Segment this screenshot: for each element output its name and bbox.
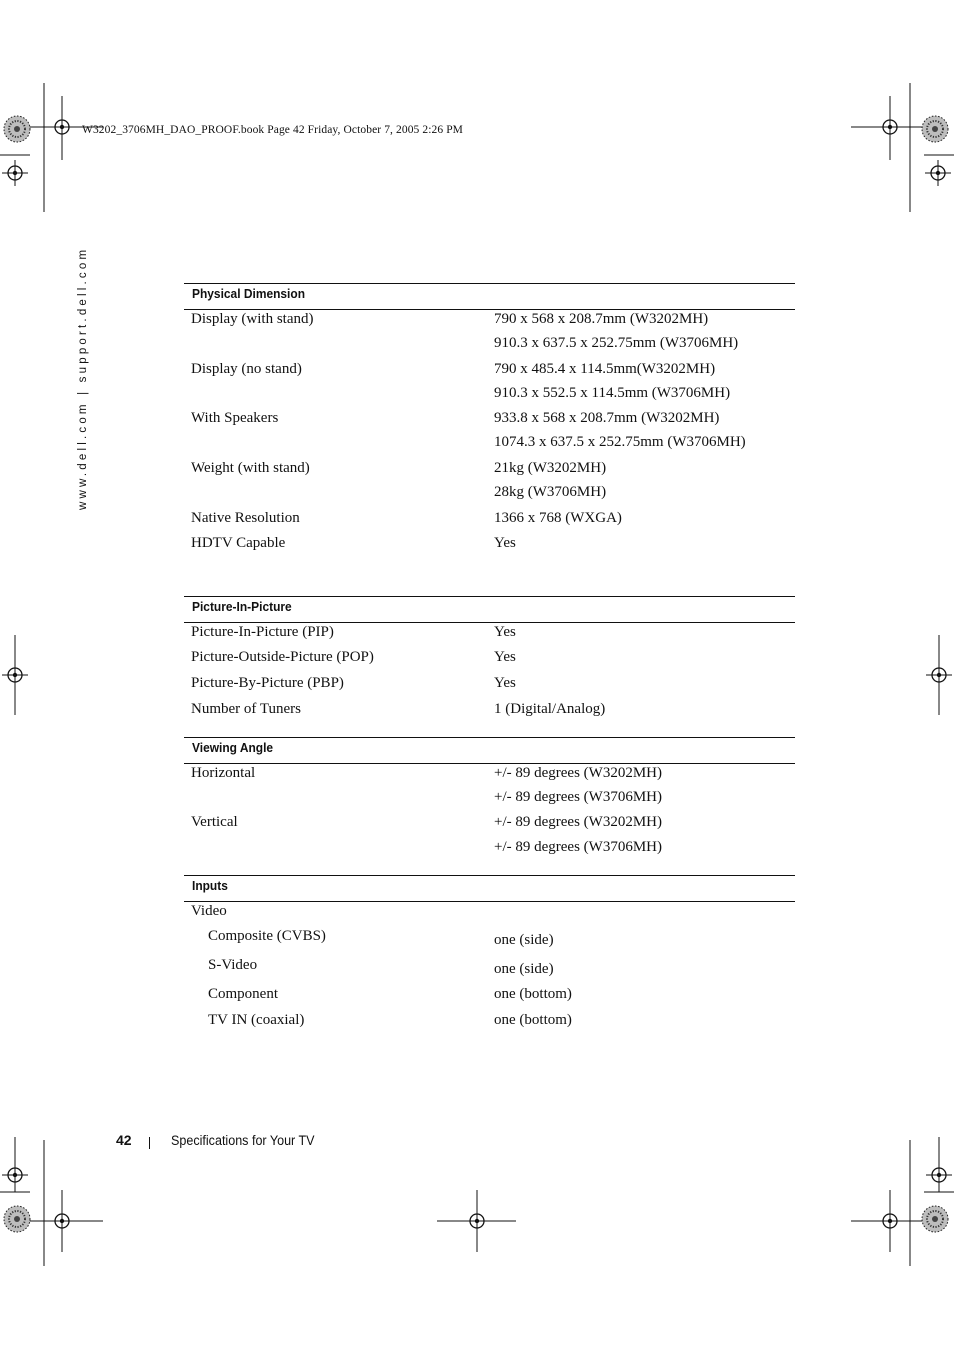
spec-label: Horizontal (191, 765, 256, 781)
spec-label: Display (with stand) (191, 311, 314, 327)
side-url: www.dell.com | support.dell.com (77, 246, 89, 510)
section-title-viewing: Viewing Angle (192, 740, 274, 755)
registration-star-icon (922, 116, 948, 142)
registration-crosshair-icon (49, 114, 75, 140)
spec-value: 1366 x 768 (WXGA) (494, 510, 622, 526)
registration-crosshair-icon (925, 160, 951, 186)
section-title-inputs: Inputs (192, 878, 228, 893)
spec-group-label: Video (191, 903, 227, 919)
registration-crosshair-icon (2, 160, 28, 186)
spec-value: 1074.3 x 637.5 x 252.75mm (W3706MH) (494, 434, 746, 450)
spec-value: 21kg (W3202MH) (494, 460, 607, 476)
spec-label: TV IN (coaxial) (208, 1012, 305, 1028)
registration-crosshair-icon (877, 1208, 903, 1234)
spec-value: 790 x 568 x 208.7mm (W3202MH) (494, 311, 709, 327)
registration-crosshair-icon (926, 1162, 952, 1188)
section-rule (184, 622, 795, 623)
section-rule (184, 283, 795, 284)
spec-label: Display (no stand) (191, 361, 302, 377)
registration-crosshair-icon (2, 1162, 28, 1188)
spec-value: +/- 89 degrees (W3202MH) (494, 765, 662, 781)
spec-value: Yes (494, 624, 516, 640)
spec-value: Yes (494, 649, 516, 665)
registration-star-icon (4, 1206, 30, 1232)
spec-value: 28kg (W3706MH) (494, 484, 607, 500)
spec-label: With Speakers (191, 410, 279, 426)
section-rule (184, 596, 795, 597)
spec-label: S-Video (208, 957, 258, 973)
spec-value: +/- 89 degrees (W3706MH) (494, 789, 662, 805)
section-rule (184, 763, 795, 764)
footer-separator (149, 1137, 150, 1149)
spec-value: Yes (494, 675, 516, 691)
section-rule (184, 875, 795, 876)
spec-label: Component (208, 986, 278, 1002)
spec-value: Yes (494, 535, 516, 551)
spec-label: Picture-In-Picture (PIP) (191, 624, 334, 640)
registration-crosshair-icon (926, 662, 952, 688)
section-title-pip: Picture-In-Picture (192, 599, 292, 614)
section-rule (184, 901, 795, 902)
spec-value: +/- 89 degrees (W3706MH) (494, 839, 662, 855)
spec-value: 910.3 x 552.5 x 114.5mm (W3706MH) (494, 385, 731, 401)
spec-label: Picture-Outside-Picture (POP) (191, 649, 374, 665)
spec-value: one (side) (494, 932, 554, 948)
registration-crosshair-icon (877, 114, 903, 140)
section-title-physical: Physical Dimension (192, 286, 306, 301)
proof-header: W3202_3706MH_DAO_PROOF.book Page 42 Friday, October 7, 2005 2:26 PM (82, 124, 464, 136)
spec-label: Composite (CVBS) (208, 928, 326, 944)
spec-label: Picture-By-Picture (PBP) (191, 675, 344, 691)
page-number: 42 (116, 1132, 132, 1148)
spec-label: HDTV Capable (191, 535, 286, 551)
spec-label: Vertical (191, 814, 238, 830)
spec-value: 933.8 x 568 x 208.7mm (W3202MH) (494, 410, 720, 426)
registration-star-icon (4, 116, 30, 142)
spec-value: 1 (Digital/Analog) (494, 701, 606, 717)
registration-crosshair-icon (49, 1208, 75, 1234)
registration-crosshair-icon (464, 1208, 490, 1234)
spec-label: Weight (with stand) (191, 460, 310, 476)
spec-label: Native Resolution (191, 510, 300, 526)
spec-label: Number of Tuners (191, 701, 302, 717)
section-rule (184, 309, 795, 310)
spec-value: one (bottom) (494, 986, 572, 1002)
spec-value: one (side) (494, 961, 554, 977)
footer-section-title: Specifications for Your TV (171, 1133, 315, 1148)
registration-crosshair-icon (2, 662, 28, 688)
spec-value: one (bottom) (494, 1012, 572, 1028)
spec-value: +/- 89 degrees (W3202MH) (494, 814, 662, 830)
section-rule (184, 737, 795, 738)
spec-value: 790 x 485.4 x 114.5mm(W3202MH) (494, 361, 716, 377)
spec-value: 910.3 x 637.5 x 252.75mm (W3706MH) (494, 335, 739, 351)
registration-star-icon (922, 1206, 948, 1232)
